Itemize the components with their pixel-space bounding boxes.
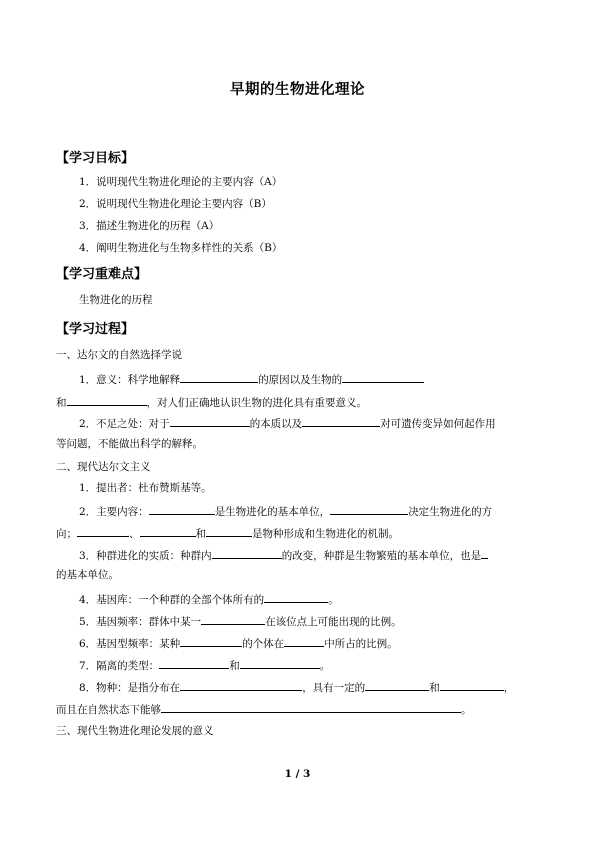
- answer-blank[interactable]: [77, 525, 129, 537]
- answer-blank[interactable]: [342, 371, 424, 383]
- answer-blank[interactable]: [264, 591, 328, 603]
- part1-item2-line1: 2．不足之处：对于 的本质以及 对可遗传变异如何起作用: [79, 415, 496, 431]
- answer-blank[interactable]: [206, 525, 252, 537]
- answer-blank[interactable]: [365, 679, 429, 691]
- answer-blank[interactable]: [481, 547, 488, 559]
- part2-item4: 4．基因库：一个种群的全部个体所有的 。: [79, 591, 339, 607]
- answer-blank[interactable]: [161, 701, 461, 713]
- answer-blank[interactable]: [302, 415, 380, 427]
- answer-blank[interactable]: [170, 415, 250, 427]
- answer-blank[interactable]: [201, 613, 265, 625]
- part2-item1: 1．提出者：杜布赞斯基等。: [79, 482, 212, 494]
- answer-blank[interactable]: [284, 635, 324, 647]
- process-heading: 【学习过程】: [56, 322, 135, 337]
- answer-blank[interactable]: [149, 503, 215, 515]
- answer-blank[interactable]: [440, 679, 504, 691]
- objectives-heading: 【学习目标】: [56, 151, 135, 166]
- part2-item6: 6．基因型频率：某种 的个体在 中所占的比例。: [79, 635, 398, 651]
- difficulty-heading: 【学习重难点】: [56, 267, 148, 282]
- page-title: 早期的生物进化理论: [230, 82, 365, 98]
- answer-blank[interactable]: [240, 657, 320, 669]
- answer-blank[interactable]: [67, 394, 147, 406]
- answer-blank[interactable]: [212, 547, 282, 559]
- part3-heading: 三、现代生物进化理论发展的意义: [56, 725, 214, 737]
- part1-item1-line1: 1．意义：科学地解释 的原因以及生物的: [79, 371, 424, 387]
- part1-heading: 一、达尔文的自然选择学说: [56, 349, 182, 361]
- objective-item: 1．说明现代生物进化理论的主要内容（A）: [79, 176, 283, 188]
- part1-item1-line2: 和 ，对人们正确地认识生物的进化具有重要意义。: [56, 394, 367, 410]
- objective-item: 4．阐明生物进化与生物多样性的关系（B）: [79, 242, 283, 254]
- answer-blank[interactable]: [159, 657, 229, 669]
- answer-blank[interactable]: [180, 635, 242, 647]
- part2-item5: 5．基因频率：群体中某一 在该位点上可能出现的比例。: [79, 613, 402, 629]
- part2-item3-line1: 3．种群进化的实质：种群内 的改变，种群是生物繁殖的基本单位，也是: [79, 547, 488, 563]
- part2-item7: 7．隔离的类型： 和 。: [79, 657, 330, 673]
- answer-blank[interactable]: [180, 679, 302, 691]
- part2-item8-line2: 而且在自然状态下能够 。: [56, 701, 472, 717]
- answer-blank[interactable]: [180, 371, 258, 383]
- page-number: 1 / 3: [284, 768, 311, 780]
- part1-item2-line2: 等问题，不能做出科学的解释。: [56, 438, 203, 450]
- answer-blank[interactable]: [140, 525, 196, 537]
- part2-item3-line2: 的基本单位。: [56, 569, 119, 581]
- part2-item8-line1: 8．物种：是指分布在 ，具有一定的 和 ，: [79, 679, 514, 695]
- part2-item2-line2: 向； 、 和 是物种形成和生物进化的机制。: [56, 525, 399, 541]
- objective-item: 3．描述生物进化的历程（A）: [79, 220, 220, 232]
- part2-heading: 二、现代达尔文主义: [56, 461, 151, 473]
- part2-item2-line1: 2．主要内容： 是生物进化的基本单位， 决定生物进化的方: [79, 503, 492, 519]
- difficulty-text: 生物进化的历程: [79, 294, 153, 306]
- objective-item: 2．说明现代生物进化理论主要内容（B）: [79, 198, 272, 210]
- answer-blank[interactable]: [330, 503, 408, 515]
